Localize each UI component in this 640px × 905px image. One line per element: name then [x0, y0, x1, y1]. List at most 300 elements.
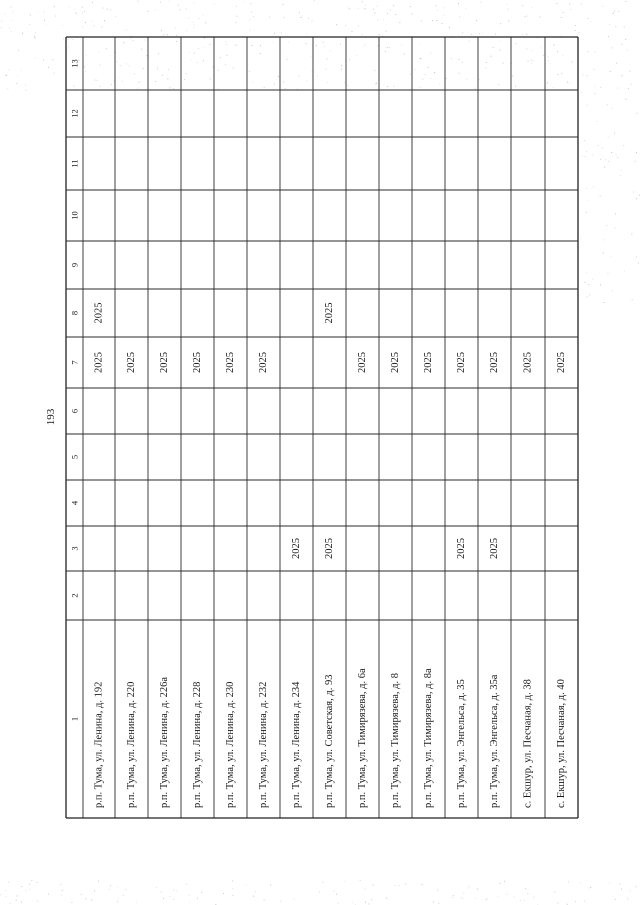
scan-speck [526, 48, 527, 49]
scan-speck [167, 79, 168, 80]
scan-speck [500, 23, 501, 24]
address-cell: р.п. Тума, ул. Ленина, д. 232 [258, 681, 269, 808]
scan-speck [393, 5, 394, 6]
scan-speck [86, 55, 87, 56]
scan-speck [387, 13, 388, 14]
scan-speck [594, 52, 595, 53]
address-cell: р.п. Тума, ул. Энгельса, д. 35 [456, 679, 467, 808]
scan-speck [338, 903, 339, 904]
scan-speck [253, 16, 254, 17]
scan-speck [479, 79, 480, 80]
scan-speck [74, 9, 75, 10]
scan-speck [525, 888, 526, 889]
scan-speck [443, 15, 444, 16]
address-cell: р.п. Тума, ул. Энгельса, д. 35а [489, 674, 500, 808]
scan-speck [198, 48, 199, 49]
scan-speck [620, 884, 621, 885]
scan-speck [376, 83, 377, 84]
scan-speck [82, 7, 83, 8]
scan-speck [209, 44, 210, 45]
scan-speck [147, 55, 148, 56]
scan-speck [21, 70, 22, 71]
scan-speck [422, 884, 423, 885]
scan-speck [103, 8, 104, 9]
scan-speck [606, 225, 607, 226]
scan-speck [301, 17, 302, 18]
scan-speck [636, 256, 637, 257]
scan-speck [553, 87, 554, 88]
scan-speck [197, 62, 198, 63]
scan-speck [82, 13, 83, 14]
year-cell: 2025 [357, 352, 368, 373]
scan-speck [515, 86, 516, 87]
scan-speck [233, 895, 234, 896]
scan-speck [226, 44, 227, 45]
scan-speck [134, 73, 135, 74]
scan-speck [365, 4, 366, 5]
scan-speck [84, 11, 85, 12]
scan-speck [12, 20, 13, 21]
scan-speck [610, 256, 611, 257]
scan-speck [582, 155, 583, 156]
scan-speck [438, 903, 439, 904]
scan-speck [579, 32, 580, 33]
year-cell: 2025 [423, 352, 434, 373]
scan-speck [85, 22, 86, 23]
scan-speck [595, 86, 596, 87]
scan-speck [118, 887, 119, 888]
scan-speck [348, 8, 349, 9]
scan-speck [495, 34, 496, 35]
scan-speck [477, 889, 478, 890]
scan-speck [1, 21, 2, 22]
scan-speck [81, 894, 82, 895]
scan-speck [412, 14, 413, 15]
scan-speck [235, 44, 236, 45]
scan-speck [160, 2, 161, 3]
scan-speck [22, 33, 23, 34]
scan-speck [375, 13, 376, 14]
scan-speck [186, 30, 187, 31]
scan-speck [540, 47, 541, 48]
scan-speck [347, 85, 348, 86]
address-cell: р.п. Тума, ул. Тимирязева, д. 8а [423, 668, 434, 808]
scan-speck [469, 41, 470, 42]
scan-speck [371, 899, 372, 900]
scan-speck [557, 3, 558, 4]
scan-speck [30, 15, 31, 16]
scan-speck [232, 881, 233, 882]
scan-speck [117, 901, 118, 902]
scan-speck [12, 12, 13, 13]
scan-speck [194, 24, 195, 25]
scan-speck [156, 887, 157, 888]
scan-speck [436, 5, 437, 6]
scan-speck [72, 39, 73, 40]
scan-speck [405, 883, 406, 884]
scan-speck [46, 25, 47, 26]
scan-speck [260, 53, 261, 54]
scan-speck [5, 896, 6, 897]
scan-speck [531, 63, 532, 64]
address-cell: р.п. Тума, ул. Ленина, д. 220 [126, 681, 137, 808]
scan-speck [175, 28, 176, 29]
scan-speck [504, 881, 505, 882]
scan-speck [589, 200, 590, 201]
scan-speck [524, 900, 525, 901]
address-cell: р.п. Тума, ул. Ленина, д. 192 [93, 681, 105, 808]
scan-speck [306, 43, 307, 44]
scan-speck [287, 59, 288, 60]
scan-speck [410, 74, 411, 75]
scan-speck [210, 79, 211, 80]
scan-speck [126, 63, 127, 64]
scan-speck [136, 902, 137, 903]
scan-speck [176, 35, 177, 36]
column-header: 10 [69, 211, 80, 220]
scan-speck [428, 67, 429, 68]
column-header: 11 [69, 159, 80, 168]
scan-speck [119, 77, 120, 78]
scan-speck [288, 42, 289, 43]
scan-speck [62, 25, 63, 26]
scan-speck [360, 880, 361, 881]
scan-speck [543, 55, 544, 56]
scan-speck [486, 899, 487, 900]
scan-speck [635, 161, 636, 162]
scan-speck [68, 47, 69, 48]
scan-speck [124, 42, 125, 43]
scan-speck [176, 891, 177, 892]
scan-speck [386, 898, 387, 899]
scan-speck [585, 156, 586, 157]
scan-speck [499, 41, 500, 42]
scan-speck [615, 213, 616, 214]
table-grid [66, 37, 578, 818]
scan-speck [173, 88, 174, 89]
scan-speck [615, 899, 616, 900]
scan-speck [123, 43, 124, 44]
scan-speck [498, 84, 499, 85]
column-header: 7 [69, 360, 80, 365]
scan-speck [43, 12, 44, 13]
scan-speck [98, 881, 99, 882]
scan-speck [226, 55, 227, 56]
scan-speck [423, 79, 424, 80]
scan-speck [531, 60, 532, 61]
scan-speck [612, 291, 613, 292]
scan-speck [6, 75, 7, 76]
scan-speck [173, 899, 174, 900]
scan-speck [157, 68, 158, 69]
scan-speck [613, 13, 614, 14]
scan-speck [319, 892, 320, 893]
scan-speck [395, 885, 396, 886]
scan-speck [326, 69, 327, 70]
scan-speck [85, 71, 86, 72]
scan-speck [220, 57, 221, 58]
scan-speck [254, 30, 255, 31]
scan-speck [377, 6, 378, 7]
scan-speck [373, 9, 374, 10]
scan-speck [37, 882, 38, 883]
scan-speck [98, 51, 99, 52]
scan-speck [569, 83, 570, 84]
scan-speck [122, 81, 123, 82]
scan-speck [330, 51, 331, 52]
scan-speck [600, 159, 601, 160]
scan-speck [554, 891, 555, 892]
scan-speck [386, 31, 387, 32]
scan-speck [68, 49, 69, 50]
column-header: 1 [69, 716, 80, 722]
scan-speck [430, 78, 431, 79]
scan-speck [168, 69, 169, 70]
scan-speck [189, 895, 190, 896]
scan-speck [395, 14, 396, 15]
scan-speck [312, 71, 313, 72]
scan-speck [114, 81, 115, 82]
scan-speck [102, 27, 103, 28]
scan-speck [54, 73, 55, 74]
scan-speck [189, 902, 190, 903]
scan-speck [9, 69, 10, 70]
scan-speck [283, 4, 284, 5]
scan-speck [468, 887, 469, 888]
scan-speck [626, 1, 627, 2]
scan-speck [419, 87, 420, 88]
scan-speck [297, 89, 298, 90]
year-cell: 2025 [258, 352, 269, 373]
scan-speck [225, 64, 226, 65]
scan-speck [625, 99, 626, 100]
scan-speck [270, 885, 271, 886]
scan-speck [507, 894, 508, 895]
scan-speck [225, 41, 226, 42]
scan-speck [420, 58, 421, 59]
scan-speck [444, 7, 445, 8]
scan-speck [557, 51, 558, 52]
scan-speck [628, 88, 629, 89]
scan-speck [214, 3, 215, 4]
scan-speck [327, 82, 328, 83]
scan-speck [250, 30, 251, 31]
address-cell: с. Екшур, ул. Песчаная, д. 38 [522, 679, 534, 808]
address-cell: р.п. Тума, ул. Ленина, д. 226а [159, 677, 170, 808]
scan-speck [600, 285, 601, 286]
scan-speck [203, 14, 204, 15]
scan-speck [16, 900, 17, 901]
scan-speck [572, 62, 573, 63]
scan-speck [158, 53, 159, 54]
scan-speck [299, 76, 300, 77]
scan-speck [218, 70, 219, 71]
scan-speck [421, 20, 422, 21]
scan-speck [11, 31, 12, 32]
scan-speck [614, 11, 615, 12]
scan-speck [317, 75, 318, 76]
column-header: 13 [69, 59, 80, 68]
scan-speck [203, 60, 204, 61]
scan-speck [302, 16, 303, 17]
scan-speck [148, 11, 149, 12]
scan-speck [607, 104, 608, 105]
scan-speck [633, 192, 634, 193]
scan-speck [377, 20, 378, 21]
scan-speck [527, 16, 528, 17]
scan-speck [341, 69, 342, 70]
scan-speck [587, 105, 588, 106]
scan-speck [190, 60, 191, 61]
scan-speck [144, 40, 145, 41]
scan-speck [459, 16, 460, 17]
scan-speck [636, 152, 637, 153]
column-header: 4 [69, 500, 80, 506]
scan-speck [631, 233, 632, 234]
scan-speck [477, 888, 478, 889]
scan-speck [581, 4, 582, 5]
scan-speck [104, 20, 105, 21]
scan-speck [432, 20, 433, 21]
scan-speck [449, 27, 450, 28]
scan-speck [503, 63, 504, 64]
scan-speck [525, 16, 526, 17]
scan-speck [562, 55, 563, 56]
scan-speck [323, 882, 324, 883]
scan-speck [534, 897, 535, 898]
scan-speck [161, 30, 162, 31]
scan-speck [548, 57, 549, 58]
scan-speck [125, 889, 126, 890]
scan-speck [563, 12, 564, 13]
scan-speck [35, 57, 36, 58]
scan-speck [35, 32, 36, 33]
year-cell: 2025 [291, 538, 302, 559]
scan-speck [120, 65, 121, 66]
scan-speck [349, 8, 350, 9]
scan-speck [100, 65, 101, 66]
scan-speck [588, 51, 589, 52]
scan-speck [588, 284, 589, 285]
scan-speck [493, 47, 494, 48]
scan-speck [451, 58, 452, 59]
scan-speck [466, 8, 467, 9]
scan-speck [23, 32, 24, 33]
scan-speck [110, 885, 111, 886]
scan-speck [375, 70, 376, 71]
scan-speck [55, 16, 56, 17]
scan-speck [436, 20, 437, 21]
scan-speck [5, 14, 6, 15]
scan-speck [442, 23, 443, 24]
scan-speck [199, 18, 200, 19]
scan-speck [193, 27, 194, 28]
scan-speck [61, 895, 62, 896]
scan-speck [236, 6, 237, 7]
scan-speck [356, 55, 357, 56]
scan-speck [522, 34, 523, 35]
year-cell: 2025 [324, 302, 335, 324]
scan-speck [627, 50, 628, 51]
scan-speck [527, 893, 528, 894]
scan-speck [590, 887, 591, 888]
scan-speck [8, 882, 9, 883]
scan-speck [69, 6, 70, 7]
scan-speck [459, 59, 460, 60]
scan-speck [461, 897, 462, 898]
scan-speck [540, 17, 541, 18]
scan-speck [595, 93, 596, 94]
scan-speck [232, 888, 233, 889]
scan-speck [365, 8, 366, 9]
scan-speck [48, 67, 49, 68]
scan-speck [251, 11, 252, 12]
scan-speck [118, 899, 119, 900]
scan-speck [44, 20, 45, 21]
scan-speck [126, 29, 127, 30]
scan-speck [316, 45, 317, 46]
scan-speck [274, 33, 275, 34]
scan-speck [158, 67, 159, 68]
scan-speck [624, 271, 625, 272]
scan-speck [63, 38, 64, 39]
scan-speck [487, 898, 488, 899]
scan-speck [516, 43, 517, 44]
scan-speck [167, 34, 168, 35]
scan-speck [500, 50, 501, 51]
scan-speck [471, 34, 472, 35]
scan-speck [604, 302, 605, 303]
scan-speck [583, 74, 584, 75]
year-cell: 2025 [93, 352, 105, 373]
scan-speck [345, 82, 346, 83]
scan-speck [399, 22, 400, 23]
year-cell: 2025 [225, 352, 236, 373]
scan-speck [548, 60, 549, 61]
scan-speck [306, 33, 307, 34]
column-header: 2 [69, 593, 80, 598]
scan-speck [250, 3, 251, 4]
scan-speck [593, 279, 594, 280]
scan-speck [602, 6, 603, 7]
scan-speck [162, 75, 163, 76]
scan-speck [597, 121, 598, 122]
year-cell: 2025 [456, 538, 467, 559]
scan-speck [491, 56, 492, 57]
scan-speck [610, 71, 611, 72]
scan-speck [72, 902, 73, 903]
scan-speck [569, 4, 570, 5]
scan-speck [587, 75, 588, 76]
scan-speck [589, 889, 590, 890]
scan-speck [617, 88, 618, 89]
address-cell: р.п. Тума, ул. Ленина, д. 234 [291, 681, 302, 808]
scan-speck [179, 9, 180, 10]
scan-speck [308, 18, 309, 19]
scan-speck [161, 892, 162, 893]
scan-speck [336, 894, 337, 895]
scan-speck [92, 2, 93, 3]
scan-speck [404, 54, 405, 55]
scan-speck [482, 33, 483, 34]
scan-speck [26, 890, 27, 891]
scan-speck [100, 86, 101, 87]
scan-speck [399, 885, 400, 886]
scan-speck [178, 5, 179, 6]
scan-speck [462, 62, 463, 63]
scan-speck [622, 75, 623, 76]
scan-speck [550, 63, 551, 64]
